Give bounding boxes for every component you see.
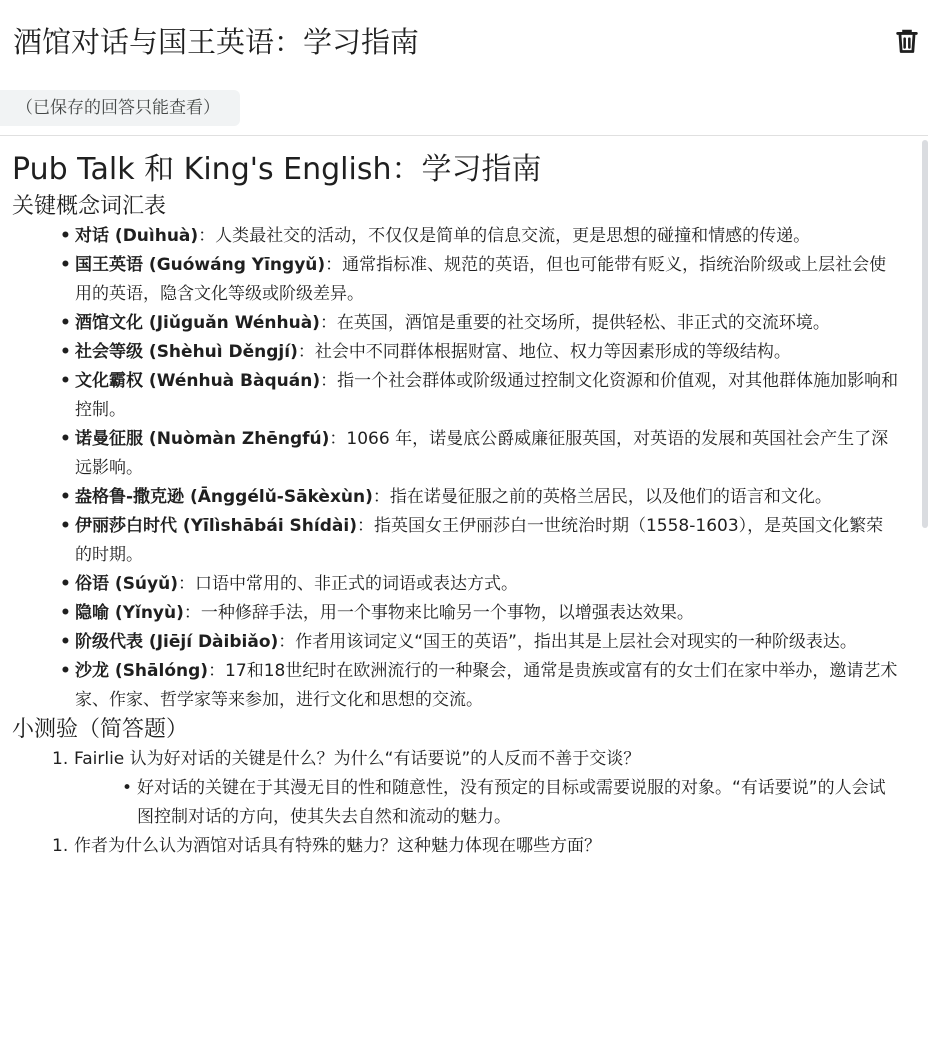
quiz-question-line	[52, 832, 920, 861]
glossary-definition: ：社会中不同群体根据财富、地位、权力等因素形成的等级结构。	[297, 342, 791, 362]
quiz-answer: • 好对话的关键在于其漫无目的性和随意性，没有预定的目标或需要说服的对象。“有话要说”的人会试图控制对话的方向，使其失去自然和流动的魅力。	[137, 774, 897, 832]
glossary-term: 国王英语 (Guówáng Yīngyǔ)	[75, 255, 326, 275]
glossary-definition: ：1066 年，诺曼底公爵威廉征服英国，对英语的发展和英国社会产生了深远影响。	[75, 429, 889, 478]
glossary-term: 对话 (Duìhuà)	[75, 226, 199, 246]
glossary-term: 伊丽莎白时代 (Yīlìshābái Shídài)	[75, 516, 357, 536]
glossary-term: 隐喻 (Yǐnyù)	[75, 603, 184, 623]
quiz-item	[0, 745, 920, 832]
glossary-definition: ：指在诺曼征服之前的英格兰居民，以及他们的语言和文化。	[372, 487, 832, 507]
quiz-heading: 小测验（简答题）	[12, 717, 189, 742]
glossary-item	[75, 251, 900, 309]
document-title: Pub Talk 和 King's English：学习指南	[12, 152, 542, 187]
quiz-number: 1.	[52, 836, 69, 856]
divider	[0, 135, 928, 136]
quiz-question-line	[52, 745, 920, 774]
glossary-item	[75, 222, 900, 251]
glossary-term: 诺曼征服 (Nuòmàn Zhēngfú)	[75, 429, 330, 449]
glossary-term: 沙龙 (Shālóng)	[75, 661, 209, 681]
glossary-item	[75, 483, 900, 512]
glossary-item	[75, 309, 900, 338]
glossary-definition: ：一种修辞手法，用一个事物来比喻另一个事物，以增强表达效果。	[183, 603, 694, 623]
saved-notice: （已保存的回答只能查看）	[0, 90, 240, 126]
quiz-item	[0, 832, 920, 861]
glossary-term: 酒馆文化 (Jiǔguǎn Wénhuà)	[75, 313, 320, 333]
scrollbar[interactable]	[922, 140, 928, 528]
glossary-definition: ：在英国，酒馆是重要的社交场所，提供轻松、非正式的交流环境。	[319, 313, 830, 333]
quiz-question: 作者为什么认为酒馆对话具有特殊的魅力？这种魅力体现在哪些方面？	[74, 836, 601, 856]
glossary-item	[75, 425, 900, 483]
glossary-definition: ：17和18世纪时在欧洲流行的一种聚会，通常是贵族或富有的女士们在家中举办，邀请艺术家、作家、哲学家等来参加，进行文化和思想的交流。	[75, 661, 898, 710]
glossary-item	[75, 338, 900, 367]
glossary-term: 俗语 (Súyǔ)	[75, 574, 178, 594]
glossary-term: 文化霸权 (Wénhuà Bàquán)	[75, 371, 321, 391]
glossary-item	[75, 512, 900, 570]
quiz-list	[0, 745, 920, 861]
page-title: 酒馆对话与国王英语：学习指南	[13, 25, 420, 59]
glossary-item	[75, 657, 900, 715]
glossary-definition: ：通常指标准、规范的英语，但也可能带有贬义，指统治阶级或上层社会使用的英语，隐含文化等级或阶级差异。	[75, 255, 887, 304]
response-content	[0, 148, 920, 861]
glossary-term: 阶级代表 (Jiējí Dàibiǎo)	[75, 632, 279, 652]
glossary-heading: 关键概念词汇表	[12, 194, 167, 219]
glossary-item	[75, 628, 900, 657]
glossary-term: 社会等级 (Shèhuì Děngjí)	[75, 342, 298, 362]
glossary-definition: ：作者用该词定义“国王的英语”，指出其是上层社会对现实的一种阶级表达。	[278, 632, 857, 652]
glossary-definition: ：指一个社会群体或阶级通过控制文化资源和价值观，对其他群体施加影响和控制。	[75, 371, 899, 420]
glossary-definition: ：人类最社交的活动，不仅仅是简单的信息交流，更是思想的碰撞和情感的传递。	[198, 226, 811, 246]
glossary-definition: ：口语中常用的、非正式的词语或表达方式。	[178, 574, 518, 594]
glossary-item	[75, 570, 900, 599]
glossary-item	[75, 367, 900, 425]
header-bar	[0, 0, 928, 80]
glossary-term: 盎格鲁-撒克逊 (Ānggélǔ-Sākèxùn)	[75, 487, 373, 507]
quiz-question: Fairlie 认为好对话的关键是什么？为什么“有话要说”的人反而不善于交谈？	[74, 749, 641, 769]
quiz-number: 1.	[52, 749, 69, 769]
glossary-definition: ：指英国女王伊丽莎白一世统治时期（1558-1603），是英国文化繁荣的时期。	[75, 516, 884, 565]
glossary-list	[0, 222, 920, 715]
trash-icon[interactable]	[893, 27, 921, 55]
glossary-item	[75, 599, 900, 628]
